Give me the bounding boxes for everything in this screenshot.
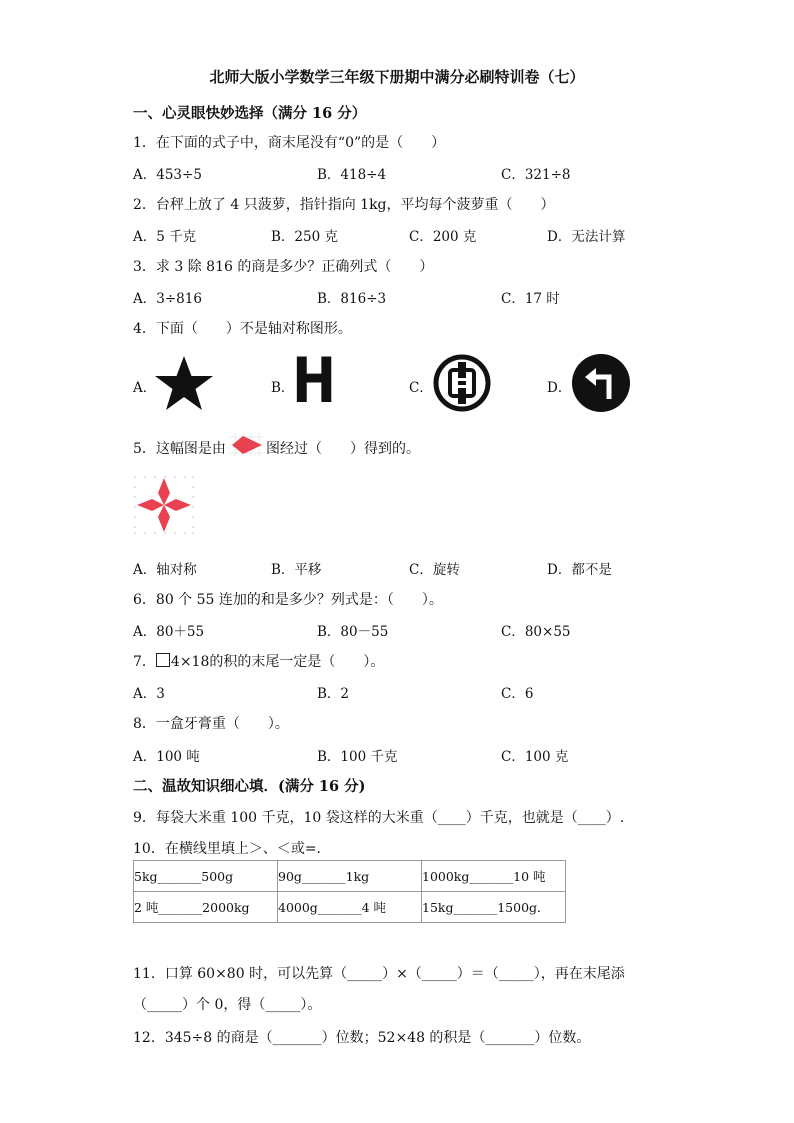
star-icon bbox=[153, 355, 215, 411]
q1-option-a[interactable]: A．453÷5 bbox=[133, 167, 202, 183]
q5-stem-pre: 5．这幅图是由 bbox=[133, 441, 226, 457]
q9-stem: 9．每袋大米重 100 千克，10 袋这样的大米重（____）千克，也就是（____）. bbox=[133, 810, 625, 826]
q7-option-a[interactable]: A．3 bbox=[133, 686, 165, 702]
q4-option-a[interactable]: A． bbox=[133, 380, 157, 396]
q4-option-b[interactable]: B． bbox=[271, 380, 295, 396]
blank-box bbox=[156, 653, 170, 667]
section-1-heading: 一、心灵眼快妙选择（满分 16 分） bbox=[133, 105, 367, 122]
q1-option-b[interactable]: B．418÷4 bbox=[317, 167, 387, 183]
q3-option-b[interactable]: B．816÷3 bbox=[317, 291, 387, 307]
q7-option-b[interactable]: B．2 bbox=[317, 686, 350, 702]
q4-option-d[interactable]: D． bbox=[547, 380, 572, 396]
q5-option-b[interactable]: B．平移 bbox=[271, 562, 322, 578]
q3-stem: 3．求 3 除 816 的商是多少？正确列式（ ） bbox=[133, 259, 434, 275]
table-cell[interactable]: 90g_______1kg bbox=[278, 861, 422, 892]
q2-option-b[interactable]: B．250 克 bbox=[271, 229, 338, 245]
comparison-table bbox=[133, 860, 566, 923]
rotated-pattern-figure bbox=[133, 475, 195, 535]
q8-stem: 8．一盒牙膏重（ ）。 bbox=[133, 716, 289, 732]
q2-stem: 2．台秤上放了 4 只菠萝，指针指向 1kg，平均每个菠萝重（ ） bbox=[133, 197, 555, 213]
q12-stem: 12．345÷8 的商是（_______）位数；52×48 的积是（_______）位数。 bbox=[133, 1030, 591, 1046]
table-row bbox=[134, 892, 566, 923]
q1-option-c[interactable]: C．321÷8 bbox=[501, 167, 571, 183]
bank-logo-icon bbox=[433, 354, 491, 412]
q5-option-d[interactable]: D．都不是 bbox=[547, 562, 612, 578]
page-title: 北师大版小学数学三年级下册期中满分必刷特训卷（七） bbox=[209, 68, 585, 86]
table-cell[interactable]: 2 吨_______2000kg bbox=[134, 892, 278, 923]
q3-option-c[interactable]: C．17 时 bbox=[501, 291, 560, 307]
q10-stem: 10．在横线里填上＞、＜或=． bbox=[133, 841, 331, 857]
q7-number: 7． bbox=[133, 654, 156, 670]
q2-option-d[interactable]: D．无法计算 bbox=[547, 229, 626, 245]
table-cell[interactable]: 5kg_______500g bbox=[134, 861, 278, 892]
q8-option-b[interactable]: B．100 千克 bbox=[317, 749, 398, 765]
q7-stem: 4×18的积的末尾一定是（ ）。 bbox=[170, 654, 385, 670]
table-row bbox=[134, 861, 566, 892]
table-cell[interactable]: 4000g_______4 吨 bbox=[278, 892, 422, 923]
q1-stem: 1．在下面的式子中，商末尾没有“0”的是（ ） bbox=[133, 135, 446, 151]
q6-option-c[interactable]: C．80×55 bbox=[501, 624, 571, 640]
section-2-heading: 二、温故知识细心填．(满分 16 分) bbox=[133, 778, 366, 795]
q2-option-a[interactable]: A．5 千克 bbox=[133, 229, 197, 245]
q11-line-2: （_____）个 0，得（_____）。 bbox=[133, 997, 322, 1013]
q6-option-a[interactable]: A．80＋55 bbox=[133, 624, 205, 640]
q11-line-1: 11．口算 60×80 时，可以先算（_____）×（_____）＝（_____），再在末尾添 bbox=[133, 966, 625, 982]
q6-stem: 6．80 个 55 连加的和是多少？列式是：（ ）。 bbox=[133, 592, 443, 608]
table-cell[interactable]: 1000kg_______10 吨 bbox=[422, 861, 566, 892]
q8-option-c[interactable]: C．100 克 bbox=[501, 749, 569, 765]
turn-left-sign-icon bbox=[571, 353, 631, 413]
table-cell[interactable]: 15kg_______1500g． bbox=[422, 892, 566, 923]
q7-line bbox=[133, 651, 384, 671]
q8-option-a[interactable]: A．100 吨 bbox=[133, 749, 200, 765]
q5-option-c[interactable]: C．旋转 bbox=[409, 562, 460, 578]
q3-option-a[interactable]: A．3÷816 bbox=[133, 291, 202, 307]
q2-option-c[interactable]: C．200 克 bbox=[409, 229, 477, 245]
kite-shape-icon bbox=[229, 433, 265, 457]
letter-h-figure: H bbox=[292, 344, 337, 417]
q4-stem: 4．下面（ ）不是轴对称图形。 bbox=[133, 321, 352, 337]
q7-option-c[interactable]: C．6 bbox=[501, 686, 534, 702]
q5-stem-post: 图经过（ ）得到的。 bbox=[266, 441, 420, 457]
q6-option-b[interactable]: B．80－55 bbox=[317, 624, 389, 640]
q4-option-c[interactable]: C． bbox=[409, 380, 433, 396]
q5-option-a[interactable]: A．轴对称 bbox=[133, 562, 197, 578]
